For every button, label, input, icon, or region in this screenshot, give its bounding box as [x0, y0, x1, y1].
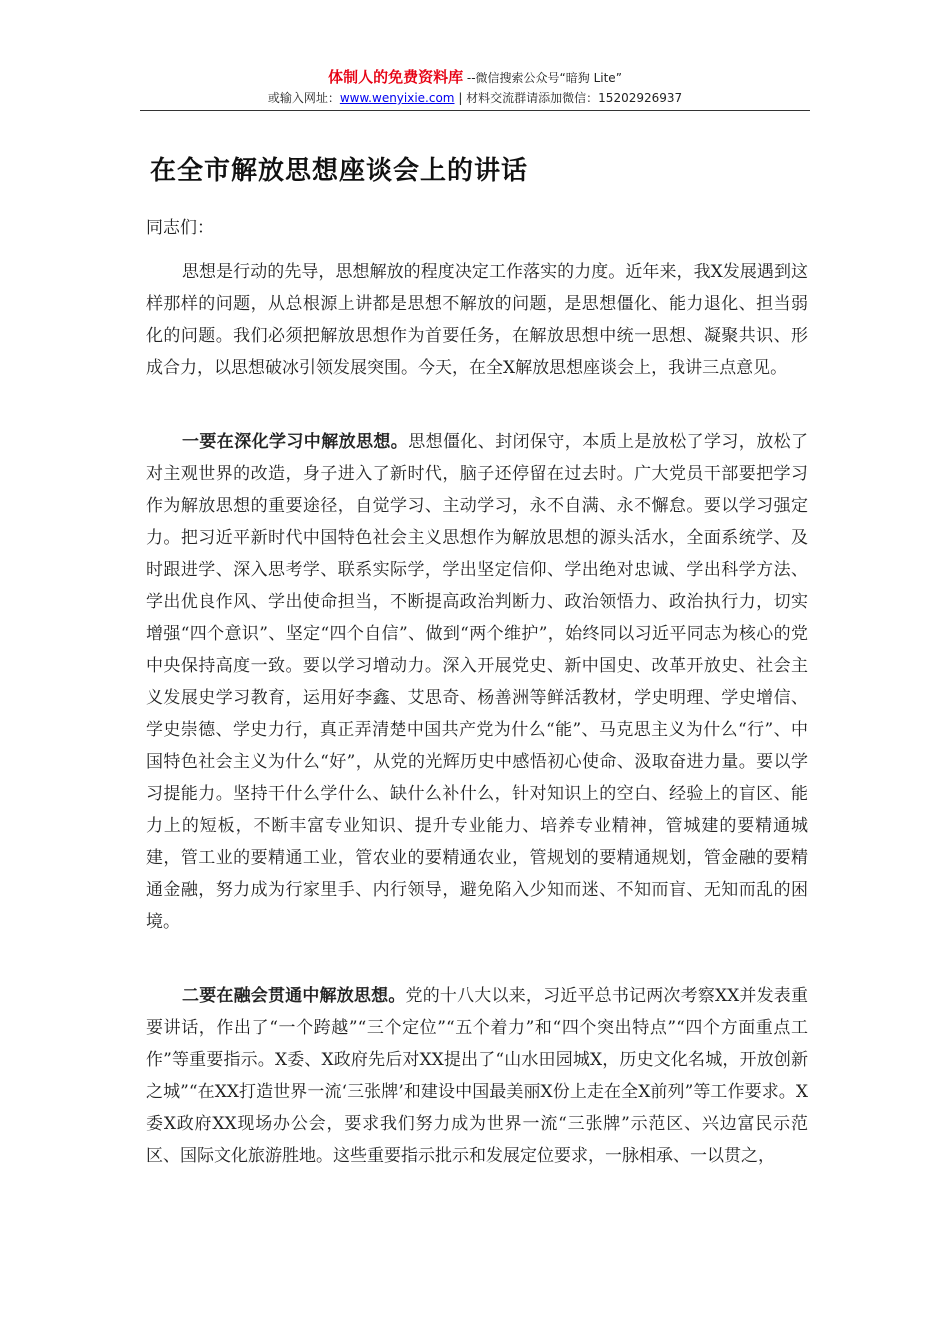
- paragraph-intro: [146, 256, 808, 384]
- paragraph-point-one: [146, 426, 808, 938]
- header-contact-line: [0, 88, 950, 108]
- paragraph-body: 思想是行动的先导，思想解放的程度决定工作落实的力度。近年来，我X发展遇到这样那样的问题，从总根源上讲都是思想不解放的问题，是思想僵化、能力退化、担当弱化的问题。我们必须把解放思想作为首要任务，在解放思想中统一思想、凝聚共识、形成合力，以思想破冰引领发展突围。今天，在全X解放思想座谈会上，我讲三点意见。: [146, 262, 808, 378]
- paragraph-lead: 一要在深化学习中解放思想。: [182, 432, 409, 452]
- page-header: [0, 66, 950, 108]
- header-tagline: --微信搜索公众号“暗狗 Lite”: [463, 71, 622, 85]
- contact-info: | 材料交流群请添加微信：15202926937: [454, 91, 683, 105]
- header-divider: [140, 110, 810, 111]
- document-title: 在全市解放思想座谈会上的讲话: [150, 156, 529, 186]
- paragraph-body: 党的十八大以来，习近平总书记两次考察XX并发表重要讲话，作出了“一个跨越”“三个定位”“五个着力”和“四个突出特点”“四个方面重点工作”等重要指示。X委、X政府先后对XX提出了“山水田园城X，历史文化名城，开放创新之城”“在XX打造世界一流‘三张牌’和建设中国最美丽X份上走在全X前列”等工作要求。X委X政府XX现场办公会，要求我们努力成为世界一流“三张牌”示范区、兴边富民示范区、国际文化旅游胜地。这些重要指示批示和发展定位要求，一脉相承、一以贯之，: [146, 986, 808, 1166]
- paragraph-body: 思想僵化、封闭保守，本质上是放松了学习，放松了对主观世界的改造，身子进入了新时代，脑子还停留在过去时。广大党员干部要把学习作为解放思想的重要途径，自觉学习、主动学习，永不自满、永不懈怠。要以学习强定力。把习近平新时代中国特色社会主义思想作为解放思想的源头活水，全面系统学、及时跟进学、深入思考学、联系实际学，学出坚定信仰、学出绝对忠诚、学出科学方法、学出优良作风、学出使命担当，不断提高政治判断力、政治领悟力、政治执行力，切实增强“四个意识”、坚定“四个自信”、做到“两个维护”，始终同以习近平同志为核心的党中央保持高度一致。要以学习增动力。深入开展党史、新中国史、改革开放史、社会主义发展史学习教育，运用好李鑫、艾思奇、杨善洲等鲜活教材，学史明理、学史增信、学史崇德、学史力行，真正弄清楚中国共产党为什么“能”、马克思主义为什么“行”、中国特色社会主义为什么“好”，从党的光辉历史中感悟初心使命、汲取奋进力量。要以学习提能力。坚持干什么学什么、缺什么补什么，针对知识上的空白、经验上的盲区、能力上的短板，不断丰富专业知识、提升专业能力、培养专业精神，管城建的要精通城建，管工业的要精通工业，管农业的要精通农业，管规划的要精通规划，管金融的要精通金融，努力成为行家里手、内行领导，避免陷入少知而迷、不知而盲、无知而乱的困境。: [146, 432, 809, 932]
- website-prefix: 或输入网址：: [267, 91, 340, 105]
- paragraph-lead: 二要在融会贯通中解放思想。: [182, 986, 406, 1006]
- paragraph-point-two: [146, 980, 808, 1172]
- header-banner: [0, 66, 950, 88]
- salutation: 同志们：: [146, 218, 214, 238]
- header-brand: 体制人的免费资料库: [328, 68, 464, 86]
- website-link[interactable]: www.wenyixie.com: [339, 91, 455, 105]
